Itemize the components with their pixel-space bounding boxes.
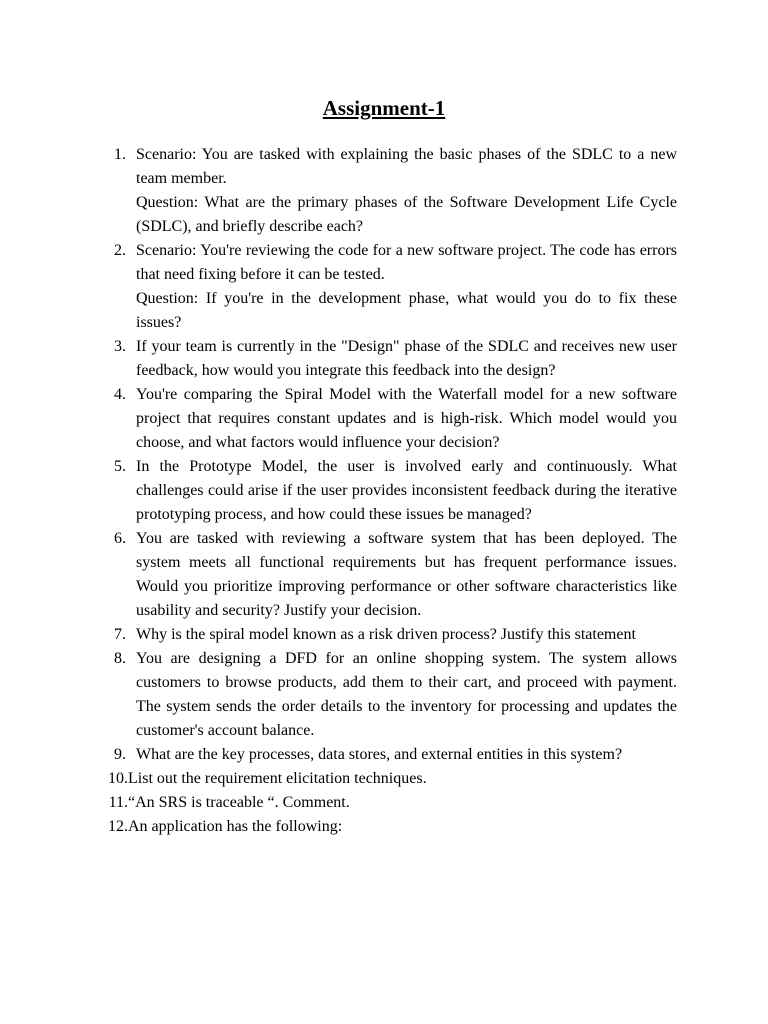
list-item	[104, 383, 677, 455]
list-item	[104, 815, 677, 839]
list-item	[104, 143, 677, 239]
list-item	[104, 791, 677, 815]
list-item-body	[136, 143, 677, 239]
list-item	[104, 623, 677, 647]
list-item-body	[136, 647, 677, 743]
list-item-number: 6.	[114, 530, 126, 547]
list-item-text: An application has the following:	[128, 818, 343, 835]
list-item	[104, 335, 677, 383]
list-item-number: 4.	[114, 386, 126, 403]
list-item	[104, 767, 677, 791]
list-item-text: Scenario: You're reviewing the code for a new software project. The code has errors that need fixing before it can be tested.	[136, 242, 677, 283]
list-item-body	[136, 335, 677, 383]
list-item	[104, 647, 677, 743]
list-item	[104, 743, 677, 767]
list-item-number: 10.	[108, 770, 128, 787]
page-title: Assignment-1	[322, 96, 446, 120]
list-item	[104, 455, 677, 527]
list-item-body	[136, 623, 677, 647]
list-item-number: 9.	[114, 746, 126, 763]
list-item-body	[136, 743, 677, 767]
list-item-body	[136, 527, 677, 623]
list-item-body	[128, 791, 677, 815]
list-item-body	[136, 239, 677, 335]
list-item-number: 5.	[114, 458, 126, 475]
list-item-text: In the Prototype Model, the user is involved early and continuously. What challenges could arise if the user provides inconsistent feedback during the iterative prototyping process, and how could these issues be managed?	[136, 458, 677, 523]
list-item-text: You are designing a DFD for an online shopping system. The system allows customers to browse products, add them to their cart, and proceed with payment. The system sends the order details to the inventory for processing and updates the customer's account balance.	[136, 650, 677, 739]
list-item-number: 12.	[108, 818, 128, 835]
list-item-text: You are tasked with reviewing a software system that has been deployed. The system meets all functional requirements but has frequent performance issues. Would you prioritize improving performance or other software characteristics like usability and security? Justify your decision.	[136, 530, 677, 619]
list-item-body	[128, 767, 677, 791]
list-item-number: 11.	[108, 794, 128, 811]
list-item-number: 7.	[114, 626, 126, 643]
list-item	[104, 527, 677, 623]
list-item-number: 3.	[114, 338, 126, 355]
list-item-text: List out the requirement elicitation techniques.	[128, 770, 427, 787]
list-item-body	[128, 815, 677, 839]
list-item-body	[136, 383, 677, 455]
list-item-body	[136, 455, 677, 527]
list-item-number: 8.	[114, 650, 126, 667]
list-item-text: Why is the spiral model known as a risk driven process? Justify this statement	[136, 626, 636, 643]
list-item-text: What are the key processes, data stores, and external entities in this system?	[136, 746, 623, 763]
list-item-text: Question: If you're in the development phase, what would you do to fix these issues?	[136, 290, 677, 331]
list-item-text: Question: What are the primary phases of the Software Development Life Cycle (SDLC), and briefly describe each?	[136, 194, 677, 235]
list-item-text: Scenario: You are tasked with explaining the basic phases of the SDLC to a new team member.	[136, 146, 677, 187]
list-item-number: 2.	[114, 242, 126, 259]
list-item	[104, 239, 677, 335]
list-item-text: If your team is currently in the "Design" phase of the SDLC and receives new user feedback, how would you integrate this feedback into the design?	[136, 338, 677, 379]
list-item-number: 1.	[114, 146, 126, 163]
list-item-text: “An SRS is traceable “. Comment.	[128, 794, 350, 811]
list-item-text: You're comparing the Spiral Model with the Waterfall model for a new software project that requires constant updates and is high-risk. Which model would you choose, and what factors would influence your decision?	[136, 386, 677, 451]
question-list	[104, 143, 677, 839]
